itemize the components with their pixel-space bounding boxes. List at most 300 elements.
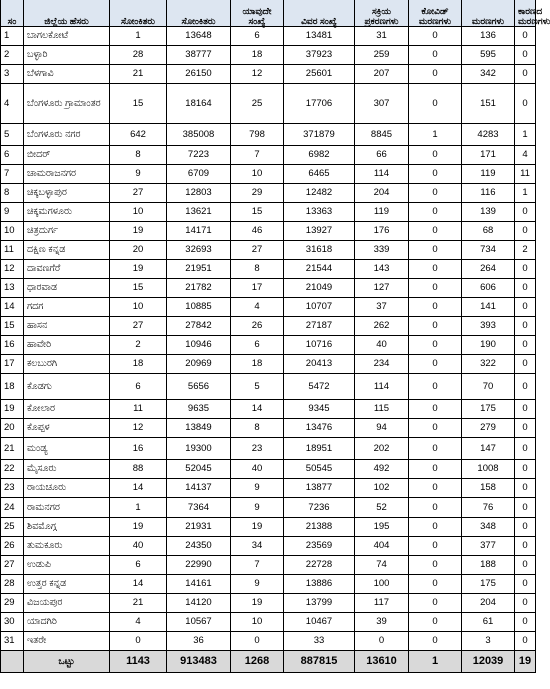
cell-value: 7 (231, 556, 284, 575)
cell-value: 24350 (167, 537, 231, 556)
cell-value: 19 (110, 222, 167, 241)
cell-value: 27 (110, 184, 167, 203)
district-name: ಬೆಳಗಾವಿ (24, 65, 110, 84)
cell-value: 0 (409, 65, 462, 84)
cell-value: 4283 (462, 124, 515, 146)
cell-value: 74 (355, 556, 409, 575)
cell-value: 37 (355, 298, 409, 317)
cell-value: 0 (409, 146, 462, 165)
cell-value: 61 (462, 613, 515, 632)
table-row (1, 124, 536, 146)
cell-value: 34 (231, 537, 284, 556)
cell-value: 100 (355, 575, 409, 594)
cell-value: 29 (231, 184, 284, 203)
cell-value: 6465 (284, 165, 355, 184)
cell-value: 339 (355, 241, 409, 260)
row-number: 18 (1, 374, 24, 400)
cell-value: 0 (409, 632, 462, 651)
table-row (1, 317, 536, 336)
cell-value: 147 (462, 438, 515, 460)
district-name: ಇತರೇ (24, 632, 110, 651)
cell-value: 8 (231, 260, 284, 279)
cell-value: 52 (355, 498, 409, 518)
total-label: ಒಟ್ಟು (24, 651, 110, 673)
cell-value: 1 (515, 124, 536, 146)
cell-value: 50545 (284, 460, 355, 479)
cell-value: 4 (515, 146, 536, 165)
table-row (1, 438, 536, 460)
row-number: 29 (1, 594, 24, 613)
row-number: 5 (1, 124, 24, 146)
cell-value: 20969 (167, 355, 231, 374)
cell-value: 0 (515, 298, 536, 317)
cell-value: 176 (355, 222, 409, 241)
cell-value: 3 (462, 632, 515, 651)
row-number: 25 (1, 518, 24, 537)
cell-value: 38777 (167, 46, 231, 65)
cell-value: 158 (462, 479, 515, 498)
cell-value: 4 (110, 613, 167, 632)
row-number: 19 (1, 400, 24, 419)
cell-value: 26150 (167, 65, 231, 84)
cell-value: 0 (231, 632, 284, 651)
district-name: ಯಾದಗಿರಿ (24, 613, 110, 632)
cell-value: 6 (231, 336, 284, 355)
table-row (1, 260, 536, 279)
cell-value: 115 (355, 400, 409, 419)
total-value: 887815 (284, 651, 355, 673)
total-value: 913483 (167, 651, 231, 673)
cell-value: 9 (231, 498, 284, 518)
row-number: 3 (1, 65, 24, 84)
row-number: 1 (1, 27, 24, 46)
cell-value: 14120 (167, 594, 231, 613)
cell-value: 0 (409, 27, 462, 46)
cell-value: 188 (462, 556, 515, 575)
total-value: 1268 (231, 651, 284, 673)
cell-value: 5472 (284, 374, 355, 400)
cell-value: 127 (355, 279, 409, 298)
row-number: 30 (1, 613, 24, 632)
district-name: ಹಾವೇರಿ (24, 336, 110, 355)
cell-value: 404 (355, 537, 409, 556)
row-number: 10 (1, 222, 24, 241)
cell-value: 25 (231, 84, 284, 124)
cell-value: 393 (462, 317, 515, 336)
cell-value: 0 (409, 438, 462, 460)
cell-value: 0 (515, 84, 536, 124)
district-name: ಬೀದರ್ (24, 146, 110, 165)
row-number: 12 (1, 260, 24, 279)
cell-value: 20413 (284, 355, 355, 374)
row-number: 2 (1, 46, 24, 65)
cell-value: 279 (462, 419, 515, 438)
cell-value: 0 (409, 419, 462, 438)
row-number: 26 (1, 537, 24, 556)
cell-value: 6 (110, 556, 167, 575)
cell-value: 25601 (284, 65, 355, 84)
district-name: ವಿಜಯಪುರ (24, 594, 110, 613)
row-number: 8 (1, 184, 24, 203)
cell-value: 13363 (284, 203, 355, 222)
cell-value: 119 (355, 203, 409, 222)
cell-value: 259 (355, 46, 409, 65)
column-header: ಜಿಲ್ಲೆಯ ಹೆಸರು (24, 0, 110, 27)
cell-value: 0 (409, 241, 462, 260)
table-row (1, 46, 536, 65)
cell-value: 39 (355, 613, 409, 632)
cell-value: 102 (355, 479, 409, 498)
cell-value: 204 (355, 184, 409, 203)
cell-value: 114 (355, 374, 409, 400)
cell-value: 8 (110, 146, 167, 165)
row-number: 28 (1, 575, 24, 594)
cell-value: 190 (462, 336, 515, 355)
table-row (1, 498, 536, 518)
cell-value: 1 (409, 124, 462, 146)
row-number: 21 (1, 438, 24, 460)
cell-value: 1008 (462, 460, 515, 479)
cell-value: 0 (515, 27, 536, 46)
cell-value: 76 (462, 498, 515, 518)
cell-value: 0 (515, 575, 536, 594)
cell-value: 0 (515, 594, 536, 613)
cell-value: 36 (167, 632, 231, 651)
cell-value: 27 (231, 241, 284, 260)
table-row (1, 518, 536, 537)
column-header: ಸೋಂಕಿತರು (167, 0, 231, 27)
cell-value: 32693 (167, 241, 231, 260)
column-header: ಸಂ (1, 0, 24, 27)
total-value: 1 (409, 651, 462, 673)
cell-value: 68 (462, 222, 515, 241)
cell-value: 234 (355, 355, 409, 374)
cell-value: 23 (231, 438, 284, 460)
cell-value: 15 (110, 279, 167, 298)
cell-value: 202 (355, 438, 409, 460)
table-row (1, 594, 536, 613)
cell-value: 13877 (284, 479, 355, 498)
cell-value: 151 (462, 84, 515, 124)
cell-value: 10567 (167, 613, 231, 632)
cell-value: 0 (409, 222, 462, 241)
cell-value: 14161 (167, 575, 231, 594)
cell-value: 606 (462, 279, 515, 298)
cell-value: 12 (231, 65, 284, 84)
cell-value: 18 (231, 355, 284, 374)
cell-value: 139 (462, 203, 515, 222)
cell-value: 9 (110, 165, 167, 184)
cell-value: 21049 (284, 279, 355, 298)
cell-value: 0 (515, 613, 536, 632)
cell-value: 10716 (284, 336, 355, 355)
cell-value: 10 (110, 298, 167, 317)
table-row (1, 556, 536, 575)
cell-value: 6 (231, 27, 284, 46)
cell-value: 12 (110, 419, 167, 438)
cell-value: 15 (110, 84, 167, 124)
cell-value: 0 (409, 400, 462, 419)
cell-value: 11 (110, 400, 167, 419)
table-row (1, 279, 536, 298)
cell-value: 117 (355, 594, 409, 613)
total-empty-cell (1, 651, 24, 673)
cell-value: 7 (231, 146, 284, 165)
row-number: 11 (1, 241, 24, 260)
table-row (1, 165, 536, 184)
cell-value: 385008 (167, 124, 231, 146)
cell-value: 66 (355, 146, 409, 165)
cell-value: 46 (231, 222, 284, 241)
cell-value: 13799 (284, 594, 355, 613)
cell-value: 0 (515, 317, 536, 336)
table-row (1, 203, 536, 222)
table-row (1, 298, 536, 317)
cell-value: 0 (409, 556, 462, 575)
district-name: ಕೋಲಾರ (24, 400, 110, 419)
district-name: ರಾಯಚೂರು (24, 479, 110, 498)
cell-value: 10 (231, 165, 284, 184)
cell-value: 0 (409, 355, 462, 374)
cell-value: 342 (462, 65, 515, 84)
cell-value: 14137 (167, 479, 231, 498)
cell-value: 10946 (167, 336, 231, 355)
column-header: ಕಾರಣದ ಮರಣಗಳು (515, 0, 536, 27)
cell-value: 175 (462, 400, 515, 419)
cell-value: 0 (409, 260, 462, 279)
cell-value: 21951 (167, 260, 231, 279)
cell-value: 143 (355, 260, 409, 279)
cell-value: 0 (515, 279, 536, 298)
cell-value: 70 (462, 374, 515, 400)
cell-value: 0 (515, 355, 536, 374)
cell-value: 0 (515, 537, 536, 556)
cell-value: 11 (515, 165, 536, 184)
cell-value: 204 (462, 594, 515, 613)
total-value: 1143 (110, 651, 167, 673)
cell-value: 0 (515, 498, 536, 518)
cell-value: 0 (409, 594, 462, 613)
table-row (1, 336, 536, 355)
district-name: ಗದಗ (24, 298, 110, 317)
cell-value: 0 (515, 419, 536, 438)
table-row (1, 460, 536, 479)
cell-value: 16 (110, 438, 167, 460)
cell-value: 27 (110, 317, 167, 336)
cell-value: 13476 (284, 419, 355, 438)
row-number: 22 (1, 460, 24, 479)
table-row (1, 400, 536, 419)
cell-value: 9345 (284, 400, 355, 419)
cell-value: 19 (110, 518, 167, 537)
cell-value: 6709 (167, 165, 231, 184)
cell-value: 0 (515, 203, 536, 222)
header-row (1, 0, 536, 27)
row-number: 13 (1, 279, 24, 298)
total-value: 13610 (355, 651, 409, 673)
column-header: ಸೋಂಕಿತರು (110, 0, 167, 27)
cell-value: 0 (515, 479, 536, 498)
cell-value: 21544 (284, 260, 355, 279)
table-row (1, 355, 536, 374)
total-value: 19 (515, 651, 536, 673)
cell-value: 0 (515, 65, 536, 84)
cell-value: 0 (409, 479, 462, 498)
district-name: ಚಿಕ್ಕಬಳ್ಳಾಪುರ (24, 184, 110, 203)
cell-value: 6982 (284, 146, 355, 165)
cell-value: 2 (110, 336, 167, 355)
cell-value: 7236 (284, 498, 355, 518)
cell-value: 0 (409, 203, 462, 222)
table-row (1, 575, 536, 594)
cell-value: 40 (355, 336, 409, 355)
cell-value: 0 (409, 46, 462, 65)
cell-value: 21 (110, 65, 167, 84)
district-name: ಬಾಗಲಕೋಟೆ (24, 27, 110, 46)
district-name: ಮೈಸೂರು (24, 460, 110, 479)
cell-value: 27842 (167, 317, 231, 336)
cell-value: 14 (231, 400, 284, 419)
district-name: ಹಾಸನ (24, 317, 110, 336)
cell-value: 0 (409, 184, 462, 203)
district-name: ರಾಮನಗರ (24, 498, 110, 518)
table-row (1, 419, 536, 438)
cell-value: 10467 (284, 613, 355, 632)
cell-value: 136 (462, 27, 515, 46)
cell-value: 88 (110, 460, 167, 479)
cell-value: 18 (231, 46, 284, 65)
district-name: ಬೆಂಗಳೂರು ನಗರ (24, 124, 110, 146)
row-number: 9 (1, 203, 24, 222)
column-header: ವಿವರ ಸಂಖ್ಯೆ (284, 0, 355, 27)
cell-value: 9635 (167, 400, 231, 419)
cell-value: 40 (110, 537, 167, 556)
cell-value: 0 (515, 518, 536, 537)
cell-value: 0 (515, 438, 536, 460)
cell-value: 264 (462, 260, 515, 279)
column-header: ಮರಣಗಳು (462, 0, 515, 27)
cell-value: 114 (355, 165, 409, 184)
cell-value: 21 (110, 594, 167, 613)
district-name: ಕಲಬುರಗಿ (24, 355, 110, 374)
cell-value: 0 (409, 84, 462, 124)
district-name: ದಾವಣಗೆರೆ (24, 260, 110, 279)
district-name: ಚಾಮರಾಜನಗರ (24, 165, 110, 184)
table-row (1, 479, 536, 498)
table-row (1, 146, 536, 165)
column-header: ಯಾವುದೇ ಸಂಖ್ಯೆ (231, 0, 284, 27)
row-number: 7 (1, 165, 24, 184)
row-number: 15 (1, 317, 24, 336)
cell-value: 10885 (167, 298, 231, 317)
table-row (1, 65, 536, 84)
row-number: 20 (1, 419, 24, 438)
table-row (1, 632, 536, 651)
cell-value: 21782 (167, 279, 231, 298)
cell-value: 0 (409, 518, 462, 537)
row-number: 16 (1, 336, 24, 355)
cell-value: 119 (462, 165, 515, 184)
table-row (1, 84, 536, 124)
cell-value: 0 (515, 46, 536, 65)
cell-value: 0 (409, 613, 462, 632)
column-header: ಸಕ್ರಿಯ ಪ್ರಕರಣಗಳು (355, 0, 409, 27)
row-number: 24 (1, 498, 24, 518)
cell-value: 348 (462, 518, 515, 537)
cell-value: 0 (409, 298, 462, 317)
cell-value: 734 (462, 241, 515, 260)
cell-value: 12803 (167, 184, 231, 203)
cell-value: 0 (409, 279, 462, 298)
cell-value: 22728 (284, 556, 355, 575)
cell-value: 13849 (167, 419, 231, 438)
cell-value: 21388 (284, 518, 355, 537)
row-number: 23 (1, 479, 24, 498)
row-number: 17 (1, 355, 24, 374)
district-name: ಕೊಡಗು (24, 374, 110, 400)
district-name: ಬಳ್ಳಾರಿ (24, 46, 110, 65)
district-name: ದಕ್ಷಿಣ ಕನ್ನಡ (24, 241, 110, 260)
cell-value: 1 (515, 184, 536, 203)
cell-value: 8845 (355, 124, 409, 146)
cell-value: 207 (355, 65, 409, 84)
cell-value: 322 (462, 355, 515, 374)
table-row (1, 27, 536, 46)
district-name: ಮಂಡ್ಯ (24, 438, 110, 460)
cell-value: 31 (355, 27, 409, 46)
cell-value: 0 (409, 336, 462, 355)
cell-value: 141 (462, 298, 515, 317)
cell-value: 9 (231, 575, 284, 594)
row-number: 4 (1, 84, 24, 124)
cell-value: 0 (409, 575, 462, 594)
cell-value: 7223 (167, 146, 231, 165)
cell-value: 171 (462, 146, 515, 165)
cell-value: 8 (231, 419, 284, 438)
cell-value: 0 (409, 498, 462, 518)
cell-value: 13927 (284, 222, 355, 241)
cell-value: 0 (409, 537, 462, 556)
cell-value: 6 (110, 374, 167, 400)
table-row (1, 184, 536, 203)
row-number: 31 (1, 632, 24, 651)
cell-value: 642 (110, 124, 167, 146)
cell-value: 18164 (167, 84, 231, 124)
cell-value: 10 (110, 203, 167, 222)
cell-value: 0 (515, 400, 536, 419)
cell-value: 14 (110, 575, 167, 594)
cell-value: 22990 (167, 556, 231, 575)
column-header: ಕೋವಿಡ್ ಮರಣಗಳು (409, 0, 462, 27)
cell-value: 19 (110, 260, 167, 279)
cell-value: 116 (462, 184, 515, 203)
cell-value: 17 (231, 279, 284, 298)
cell-value: 1 (110, 27, 167, 46)
district-name: ಶಿವಮೊಗ್ಗ (24, 518, 110, 537)
row-number: 14 (1, 298, 24, 317)
cell-value: 33 (284, 632, 355, 651)
district-name: ಉತ್ತರ ಕನ್ನಡ (24, 575, 110, 594)
cell-value: 0 (515, 556, 536, 575)
table-row (1, 374, 536, 400)
cell-value: 7364 (167, 498, 231, 518)
cell-value: 175 (462, 575, 515, 594)
cell-value: 0 (515, 460, 536, 479)
cell-value: 13886 (284, 575, 355, 594)
table-row (1, 613, 536, 632)
cell-value: 13648 (167, 27, 231, 46)
row-number: 27 (1, 556, 24, 575)
